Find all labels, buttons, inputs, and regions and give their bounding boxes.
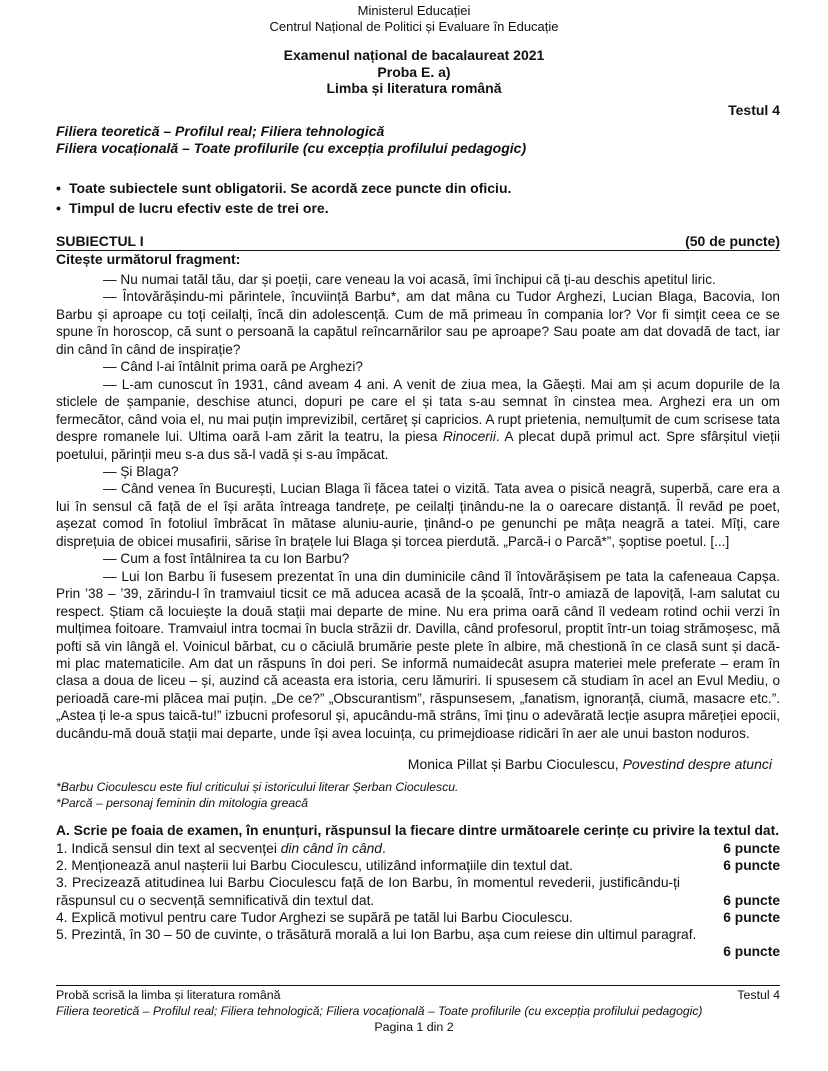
task-points: 6 puncte (723, 892, 780, 908)
task-points: 6 puncte (723, 909, 780, 925)
test-number: Testul 4 (728, 102, 780, 118)
footer-divider (56, 985, 780, 986)
play-title: Rinocerii (442, 429, 496, 445)
page-number: Pagina 1 din 2 (374, 1020, 454, 1034)
footer-filiera: Filiera teoretică – Profilul real; Filiera tehnologică; Filiera vocațională – Toate profilurile (cu excepția profilului pedagogic) (56, 1004, 703, 1018)
task-points: 6 puncte (723, 858, 780, 874)
footnote: *Barbu Cioculescu este fiul criticului și istoricului literar Șerban Cioculescu. (56, 780, 459, 794)
task-item: 4. Explică motivul pentru care Tudor Arghezi se supără pe tatăl lui Barbu Cioculescu. 6 puncte (56, 909, 780, 925)
source-title: Povestind despre atunci (622, 756, 772, 772)
task-item: 3. Precizează atitudinea lui Barbu Cioculescu față de Ion Barbu, în momentul revederii, justificându-ți răspunsul cu o secvență semnificativă din textul dat. 6 puncte (56, 875, 780, 908)
filiera-line-2: Filiera vocațională – Toate profilurile (cu excepția profilului pedagogic) (56, 140, 527, 156)
subject-points: (50 de puncte) (685, 233, 780, 249)
center-name: Centrul Național de Politici și Evaluare în Educație (269, 19, 559, 34)
paragraph: — Întovărășindu-mi părintele, încuviință Barbu*, am dat mâna cu Tudor Arghezi, Lucian Blaga, Bacovia, Ion Barbu și aproape cu toți ceilalți, încă din adolescență. Cum de mă primeau în compania lor? Vor fi simțit ceea ce se spune în horoscop, că sunt o persoană la capătul reîncarnărilor sau pe aproape? Sau poate am dat dovadă de tact, iar din când în când de inspirație? (56, 289, 780, 357)
exam-subject: Limba și literatura română (326, 80, 502, 96)
task-item: 1. Indică sensul din text al secvenței din când în când. 6 puncte (56, 841, 780, 856)
source-citation: Monica Pillat și Barbu Cioculescu, Povestind despre atunci (407, 756, 772, 772)
task-points: 6 puncte (723, 944, 780, 960)
task-points: 6 puncte (723, 841, 780, 856)
paragraph: — Și Blaga? (103, 463, 179, 479)
task-item: 2. Menționează anul nașterii lui Barbu Cioculescu, utilizând informațiile din textul dat. 6 puncte (56, 858, 780, 874)
filiera-block (56, 123, 526, 157)
bullet-icon: • (56, 199, 61, 216)
paragraph: — Lui Ion Barbu îi fusesem prezentat în una din duminicile când îl întovărășisem pe tata la cafeneaua Capșa. Prin ’38 – ’39, zărindu-l în tramvaiul ticsit ce mă aducea acasă de la școală, într-o amiază de lapoviță, l-am salutat cu respect. Știam că locuiește la două stații mai departe de mine. Nu era prima oară când îl vedeam rotind ochii verzi în mulțimea foitoare. Tramvaiul intra tocmai în bucla străzii dr. Davilla, când profesorul, proptit într-un toiag strămoșesc, mă pofti să vin lângă el. Voinicul bărbat, cu o căciulă brumărie peste plete în albire, mă chestionă în ce clasă sunt și dacă-mi plac matematicile. Am dat un răspuns în doi peri. Se informă numaidecât asupra materiei mele preferate – eram în clasa a doua de liceu – și, auzind că aceasta era istoria, ceru lămuriri. Ii spusesem că studiam în acel an Evul Mediu, o perioadă care-mi plăcea mai puțin. „De ce?” „Obscurantism”, răspunsesem, „fanatism, ignoranță, ciumă, masacre etc.”. „Astea ți le-a spus taică-tu!” izbucni profesorul și, apucându-mă strâns, îmi ținu o adevărată lecție asupra măreției epocii, ducându-mă două stații mai departe, unde își avea locuința, cu primejdioase ridicări în aer ale unui baston noduros. (56, 568, 780, 741)
rules-list (56, 179, 511, 218)
rule-item: • Toate subiectele sunt obligatorii. Se acordă zece puncte din oficiu. (56, 179, 511, 199)
paragraph: — L-am cunoscut în 1931, când aveam 4 ani. A venit de ziua mea, la Găești. Mai am și acum dopurile de la sticlele de șampanie, deschise atunci, dopuri pe care el și tata s-au semnat în cinstea mea. Arghezi era un om fermecător, când voia el, nu mai puțin imprevizibil, certăreț și capricios. A rupt prietenia, nemulțumit de cum scrisese tata despre romanele lui. Ultima oară l-am zărit la teatru, la piesa Rinocerii. A plecat după primul act. Spre sfârșitul vieții poetului, părinții meu s-a dus să-l vadă și s-au împăcat. (56, 376, 780, 462)
paragraph: — Nu numai tatăl tău, dar și poeții, care veneau la voi acasă, îmi închipui că ți-au deschis apetitul liric. (103, 272, 716, 287)
exam-title: Examenul național de bacalaureat 2021 (283, 47, 545, 63)
bullet-icon: • (56, 180, 61, 196)
footer-left: Probă scrisă la limba și literatura română (56, 988, 281, 1002)
text-fragment (56, 271, 780, 742)
page-header (0, 3, 828, 35)
subject-heading (56, 233, 780, 251)
exam-title-block (0, 47, 828, 97)
paragraph: — Cum a fost întâlnirea ta cu Ion Barbu? (103, 551, 350, 567)
subject-title: SUBIECTUL I (56, 233, 144, 249)
task-a-instruction: A. Scrie pe foaia de examen, în enunțuri, răspunsul la fiecare dintre următoarele cerințe cu privire la textul dat. (56, 823, 780, 838)
paragraph: — Când venea în București, Lucian Blaga îi făcea tatei o vizită. Tata avea o pisică neagră, superbă, care era a lui în sensul că față de el își arăta întreaga tandrețe, pe ceilalți ținându-ne la o oarecare distanță. Îl revăd pe poet, așezat comod în fotoliul îmbrăcat în mătase aluniu-aurie, ținând-o pe genunchi pe mâța neagră a tatei. Mîți, care disprețuia de obicei musafirii, sărise în brațele lui Blaga și torcea pierdută. „Parcă-i o Parcă*”, șoptise poetul. [...] (56, 481, 780, 549)
paragraph: — Când l-ai întâlnit prima oară pe Arghezi? (103, 359, 363, 375)
filiera-line-1: Filiera teoretică – Profilul real; Filiera tehnologică (56, 123, 385, 139)
fragment-instruction: Citește următorul fragment: (56, 251, 241, 267)
exam-proba: Proba E. a) (377, 63, 451, 80)
ministry-name: Ministerul Educației (357, 3, 471, 18)
footer-right: Testul 4 (737, 988, 780, 1002)
footnotes (56, 780, 458, 811)
task-items (56, 840, 780, 960)
task-item: 5. Prezintă, în 30 – 50 de cuvinte, o trăsătură morală a lui Ion Barbu, așa cum reiese din ultimul paragraf. 6 puncte (56, 927, 780, 960)
rule-item: • Timpul de lucru efectiv este de trei ore. (56, 199, 511, 219)
footnote: *Parcă – personaj feminin din mitologia greacă (56, 795, 309, 810)
